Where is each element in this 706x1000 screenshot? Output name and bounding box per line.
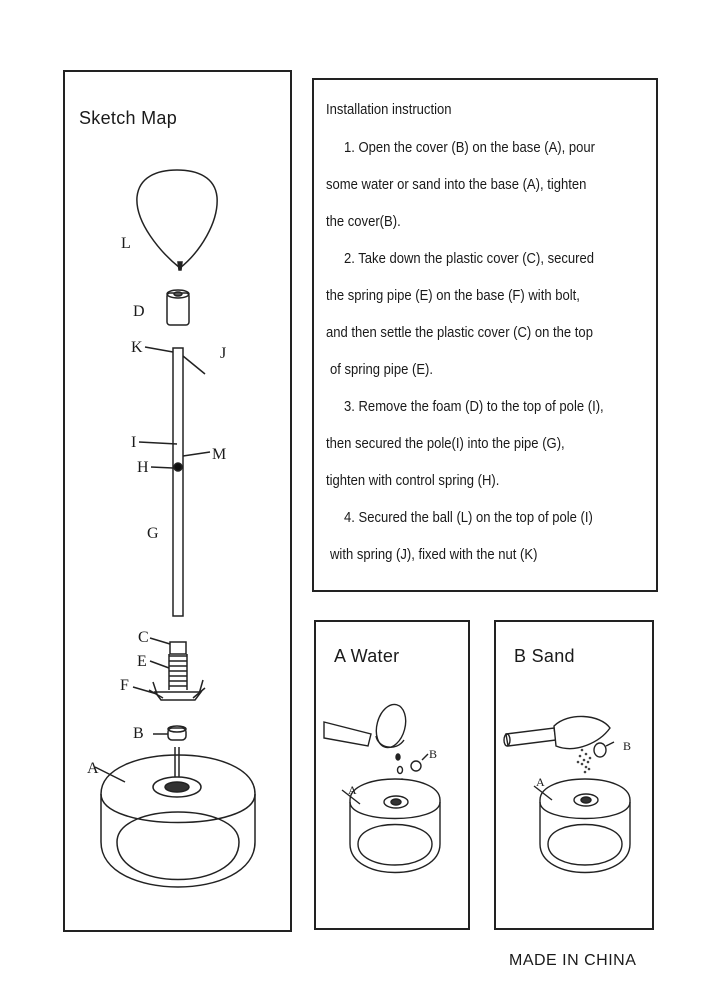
ball-L-shape <box>137 170 217 268</box>
label-M: M <box>212 446 227 463</box>
instruction-line: 3. Remove the foam (D) to the top of pole (I), <box>344 399 604 415</box>
instruction-line: the spring pipe (E) on the base (F) with bolt, <box>326 288 580 304</box>
label-I: I <box>131 434 137 451</box>
instruction-line: then secured the pole(I) into the pipe (G), <box>326 436 565 452</box>
water-fill-illustration <box>316 622 472 932</box>
sand-panel-title: B Sand <box>514 646 575 666</box>
base-A-shape <box>101 755 255 887</box>
instruction-line: of spring pipe (E). <box>330 362 434 378</box>
instruction-heading: Installation instruction <box>326 102 452 118</box>
water-panel-title: A Water <box>334 646 400 666</box>
instruction-line: 1. Open the cover (B) on the base (A), pour <box>344 140 595 156</box>
sand-label-A: A <box>536 775 545 789</box>
instruction-line: with spring (J), fixed with the nut (K) <box>330 547 538 563</box>
water-label-A: A <box>348 783 357 797</box>
sand-fill-illustration <box>496 622 656 932</box>
water-label-B: B <box>429 747 438 761</box>
sketch-map-panel <box>63 70 292 932</box>
instruction-line: tighten with control spring (H). <box>326 473 500 489</box>
label-L: L <box>121 235 131 252</box>
instruction-line: and then settle the plastic cover (C) on the top <box>326 325 593 341</box>
sand-label-B: B <box>623 739 632 753</box>
label-E: E <box>137 653 147 670</box>
instruction-line: the cover(B). <box>326 214 401 230</box>
label-H: H <box>137 459 149 476</box>
pole-shape <box>173 348 183 616</box>
label-A: A <box>87 760 99 777</box>
label-F: F <box>120 677 129 694</box>
label-C: C <box>138 629 149 646</box>
made-in-china-footer: MADE IN CHINA <box>509 952 637 969</box>
label-B: B <box>133 725 144 742</box>
label-J: J <box>220 345 227 362</box>
punching-ball-diagram <box>65 72 294 934</box>
instruction-line: some water or sand into the base (A), tighten <box>326 177 587 193</box>
label-K: K <box>131 339 143 356</box>
instruction-line: 2. Take down the plastic cover (C), secured <box>344 251 595 267</box>
sketch-map-title: Sketch Map <box>79 108 178 128</box>
water-panel <box>314 620 470 930</box>
label-G: G <box>147 525 159 542</box>
label-D: D <box>133 303 145 320</box>
instruction-line: 4. Secured the ball (L) on the top of pole (I) <box>344 510 593 526</box>
installation-instruction-panel <box>312 78 658 592</box>
sand-panel <box>494 620 654 930</box>
